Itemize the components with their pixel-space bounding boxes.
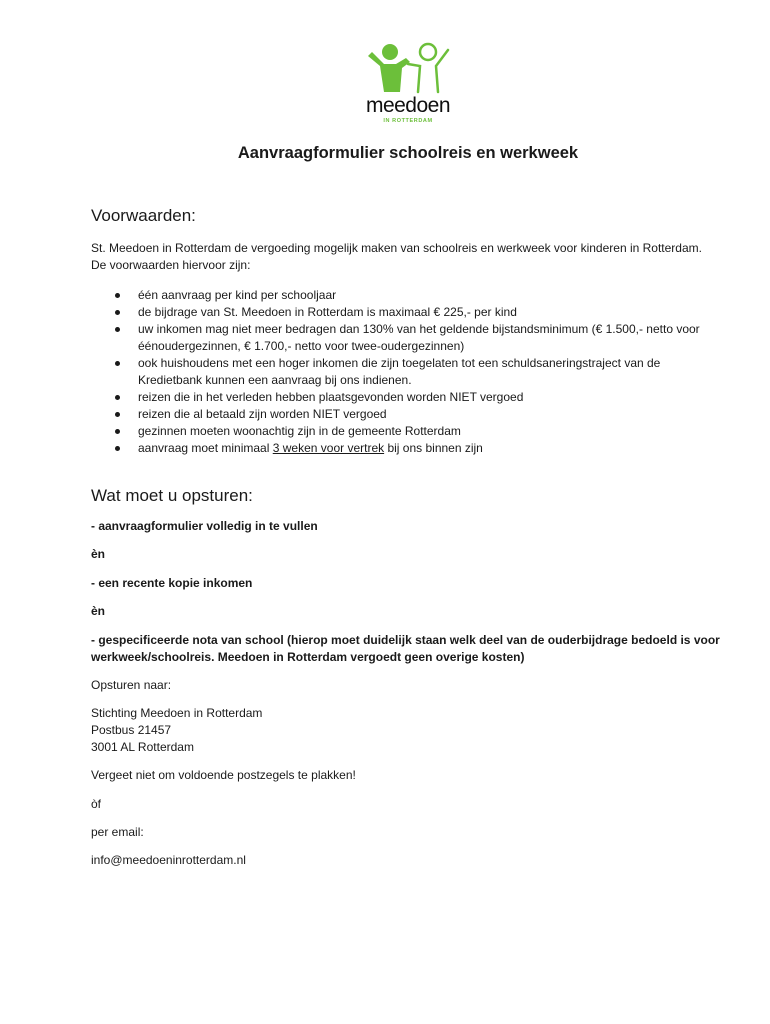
logo-wordmark: meedoen xyxy=(365,94,451,117)
send-heading: Wat moet u opsturen: xyxy=(91,486,253,505)
list-item: gezinnen moeten woonachtig zijn in de gemeente Rotterdam xyxy=(91,423,721,440)
and-connector: èn xyxy=(91,604,106,618)
list-item: uw inkomen mag niet meer bedragen dan 130% van het geldende bijstandsminimum (€ 1.500,- netto voor éénoudergezinnen, € 1.700,- netto voor twee-oudergezinnen) xyxy=(91,321,721,355)
conditions-intro: St. Meedoen in Rotterdam de vergoeding mogelijk maken van schoolreis en werkweek voor kinderen in Rotterdam. De voorwaarden hiervoor zijn: xyxy=(91,241,702,272)
email-label: per email: xyxy=(91,825,144,839)
list-item: reizen die in het verleden hebben plaatsgevonden worden NIET vergoed xyxy=(91,389,721,406)
stamps-note: Vergeet niet om voldoende postzegels te plakken! xyxy=(91,768,356,782)
address-line: Stichting Meedoen in Rotterdam xyxy=(91,706,263,720)
and-connector: èn xyxy=(91,547,106,561)
list-item: reizen die al betaald zijn worden NIET vergoed xyxy=(91,406,721,423)
meedoen-logo xyxy=(362,42,454,126)
email-address[interactable]: info@meedoeninrotterdam.nl xyxy=(91,853,246,867)
logo-subtitle: IN ROTTERDAM xyxy=(383,118,433,124)
conditions-heading: Voorwaarden: xyxy=(91,206,196,225)
send-to-label: Opsturen naar: xyxy=(91,678,172,692)
requirement-form: - aanvraagformulier volledig in te vullen xyxy=(91,519,318,533)
list-item: de bijdrage van St. Meedoen in Rotterdam is maximaal € 225,- per kind xyxy=(91,304,721,321)
last-item-deadline: 3 weken voor vertrek xyxy=(272,441,385,455)
children-figures-icon xyxy=(366,42,450,94)
address-line: Postbus 21457 xyxy=(91,723,172,737)
requirement-invoice: - gespecificeerde nota van school (hierop moet duidelijk staan welk deel van de ouderbijdrage bedoeld is voor werkweek/schoolreis. Meedoen in Rotterdam vergoedt geen overige kosten) xyxy=(91,633,720,664)
list-item: ook huishoudens met een hoger inkomen die zijn toegelaten tot een schuldsaneringstraject van de Kredietbank kunnen een aanvraag bij ons indienen. xyxy=(91,355,721,389)
last-item-pre: aanvraag moet minimaal xyxy=(138,441,273,455)
address-line: 3001 AL Rotterdam xyxy=(91,740,194,754)
last-item-post: bij ons binnen zijn xyxy=(384,441,483,455)
or-connector: òf xyxy=(91,797,102,811)
page-title: Aanvraagformulier schoolreis en werkweek xyxy=(237,144,579,162)
conditions-list xyxy=(91,287,721,457)
list-item xyxy=(91,440,721,457)
requirement-income: - een recente kopie inkomen xyxy=(91,576,253,590)
list-item: één aanvraag per kind per schooljaar xyxy=(91,287,721,304)
